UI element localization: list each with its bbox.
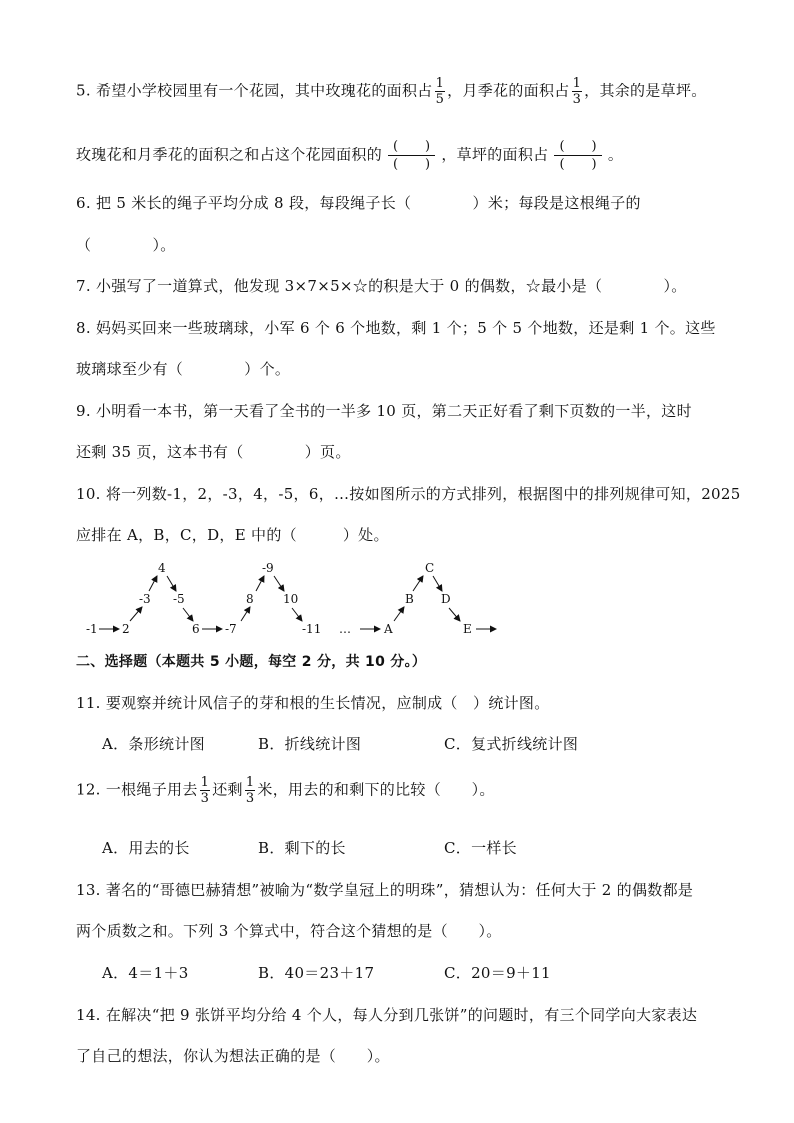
q6-line1: 6. 把 5 米长的绳子平均分成 8 段，每段绳子长（ ）米；每段是这根绳子的 (76, 194, 641, 212)
diagram-label-4: 4 (158, 561, 166, 575)
q12-text-c: 米，用去的和剩下的比较（ ）。 (257, 780, 495, 799)
diagram-label-8: 8 (246, 592, 254, 606)
q5-text-e: ，草坪的面积占 (441, 145, 549, 164)
q11-option-b[interactable]: B．折线统计图 (258, 735, 362, 753)
q13-line2: 两个质数之和。下列 3 个算式中，符合这个猜想的是（ ）。 (76, 922, 502, 940)
arrow (167, 576, 176, 591)
frac-denominator: 3 (245, 791, 255, 806)
arrow (256, 576, 264, 591)
frac-denominator: 3 (200, 791, 210, 806)
q10-line1: 10. 将一列数-1，2，-3，4，-5，6，…按如图所示的方式排列，根据图中的排列规律可知，2025 (76, 485, 741, 503)
q5-line1 (76, 76, 707, 107)
diagram-label-10: 10 (283, 592, 299, 606)
frac-numerator: 1 (245, 775, 255, 790)
q13-option-b[interactable]: B．40＝23＋17 (258, 964, 375, 982)
diagram-label-C: C (425, 561, 435, 575)
q12-text-b: 还剩 (212, 780, 243, 799)
arrow (292, 608, 302, 621)
arrow (183, 608, 193, 621)
q11-option-a[interactable]: A．条形统计图 (102, 735, 205, 753)
q12-fraction-left (245, 775, 256, 806)
blank-numerator: ( ) (554, 138, 601, 156)
arrow (241, 607, 250, 621)
diagram-label-neg7: -7 (225, 622, 237, 636)
q9-line2: 还剩 35 页，这本书有（ ）页。 (76, 443, 351, 461)
q11-option-c[interactable]: C．复式折线统计图 (444, 735, 579, 753)
q12-line1 (76, 775, 495, 806)
diagram-label-E: E (463, 622, 472, 636)
diagram-label-B: B (405, 592, 414, 606)
q8-line2: 玻璃球至少有（ ）个。 (76, 360, 291, 378)
q14-line2: 了自己的想法，你认为想法正确的是（ ）。 (76, 1047, 390, 1065)
frac-denominator: 3 (572, 92, 582, 107)
diagram-label-neg1: -1 (86, 622, 98, 636)
frac-numerator: 1 (200, 775, 210, 790)
q5-text-c: ，其余的是草坪。 (584, 81, 707, 100)
diagram-label-D: D (441, 592, 451, 606)
arrow (394, 607, 404, 621)
q12-option-b[interactable]: B．剩下的长 (258, 839, 346, 857)
q8-line1: 8. 妈妈买回来一些玻璃球，小军 6 个 6 个地数，剩 1 个；5 个 5 个地数，还是剩 1 个。这些 (76, 319, 716, 337)
q5-answer-blank-1[interactable] (388, 138, 435, 173)
q12-text-a: 12. 一根绳子用去 (76, 780, 198, 799)
diagram-label-6: 6 (192, 622, 200, 636)
arrow (130, 607, 142, 621)
frac-numerator: 1 (572, 76, 582, 91)
q13-line1: 13. 著名的“哥德巴赫猜想”被喻为“数学皇冠上的明珠”，猜想认为：任何大于 2 的偶数都是 (76, 881, 694, 899)
q6-line2: （ ）。 (76, 236, 176, 254)
frac-denominator: 5 (435, 92, 445, 107)
section-title: 二、选择题（本题共 5 小题，每空 2 分，共 10 分。） (76, 654, 427, 670)
q5-text-f: 。 (607, 145, 624, 164)
number-arrangement-diagram (0, 553, 794, 643)
q5-fraction-chinese-rose (572, 76, 583, 107)
q12-option-a[interactable]: A．用去的长 (102, 839, 190, 857)
diagram-label-neg9: -9 (262, 561, 274, 575)
diagram-label-A: A (384, 622, 393, 636)
q5-text-d: 玫瑰花和月季花的面积之和占这个花园面积的 (76, 145, 383, 164)
diagram-label-ellipsis: … (339, 622, 351, 636)
diagram-label-neg5: -5 (173, 592, 185, 606)
diagram-label-neg3: -3 (139, 592, 151, 606)
frac-numerator: 1 (435, 76, 445, 91)
arrow (433, 576, 442, 591)
q5-text-b: ，月季花的面积占 (447, 81, 570, 100)
q12-option-c[interactable]: C．一样长 (444, 839, 517, 857)
q10-line2: 应排在 A，B，C，D，E 中的（ ）处。 (76, 526, 389, 544)
q5-text-a: 5. 希望小学校园里有一个花园，其中玫瑰花的面积占 (76, 81, 433, 100)
q5-answer-blank-2[interactable] (554, 138, 601, 173)
q13-option-a[interactable]: A．4＝1＋3 (102, 964, 189, 982)
arrow (274, 576, 284, 591)
q5-line2 (76, 138, 623, 173)
blank-numerator: ( ) (388, 138, 435, 156)
arrow (413, 576, 423, 591)
q7-line1: 7. 小强写了一道算式，他发现 3×7×5×☆的积是大于 0 的偶数，☆最小是（ ）。 (76, 277, 687, 295)
q9-line1: 9. 小明看一本书，第一天看了全书的一半多 10 页，第二天正好看了剩下页数的一半，这时 (76, 402, 692, 420)
q11-line1: 11. 要观察并统计风信子的芽和根的生长情况，应制成（ ）统计图。 (76, 694, 550, 712)
q5-fraction-rose (435, 76, 446, 107)
q12-fraction-used (200, 775, 211, 806)
diagram-label-neg11: -11 (302, 622, 322, 636)
arrow (149, 576, 157, 591)
arrow (449, 608, 460, 621)
diagram-label-2: 2 (122, 622, 130, 636)
q13-option-c[interactable]: C．20＝9＋11 (444, 964, 551, 982)
q14-line1: 14. 在解决“把 9 张饼平均分给 4 个人，每人分到几张饼”的问题时，有三个同学向大家表达 (76, 1006, 698, 1024)
blank-denominator: ( ) (559, 157, 597, 172)
blank-denominator: ( ) (393, 157, 431, 172)
